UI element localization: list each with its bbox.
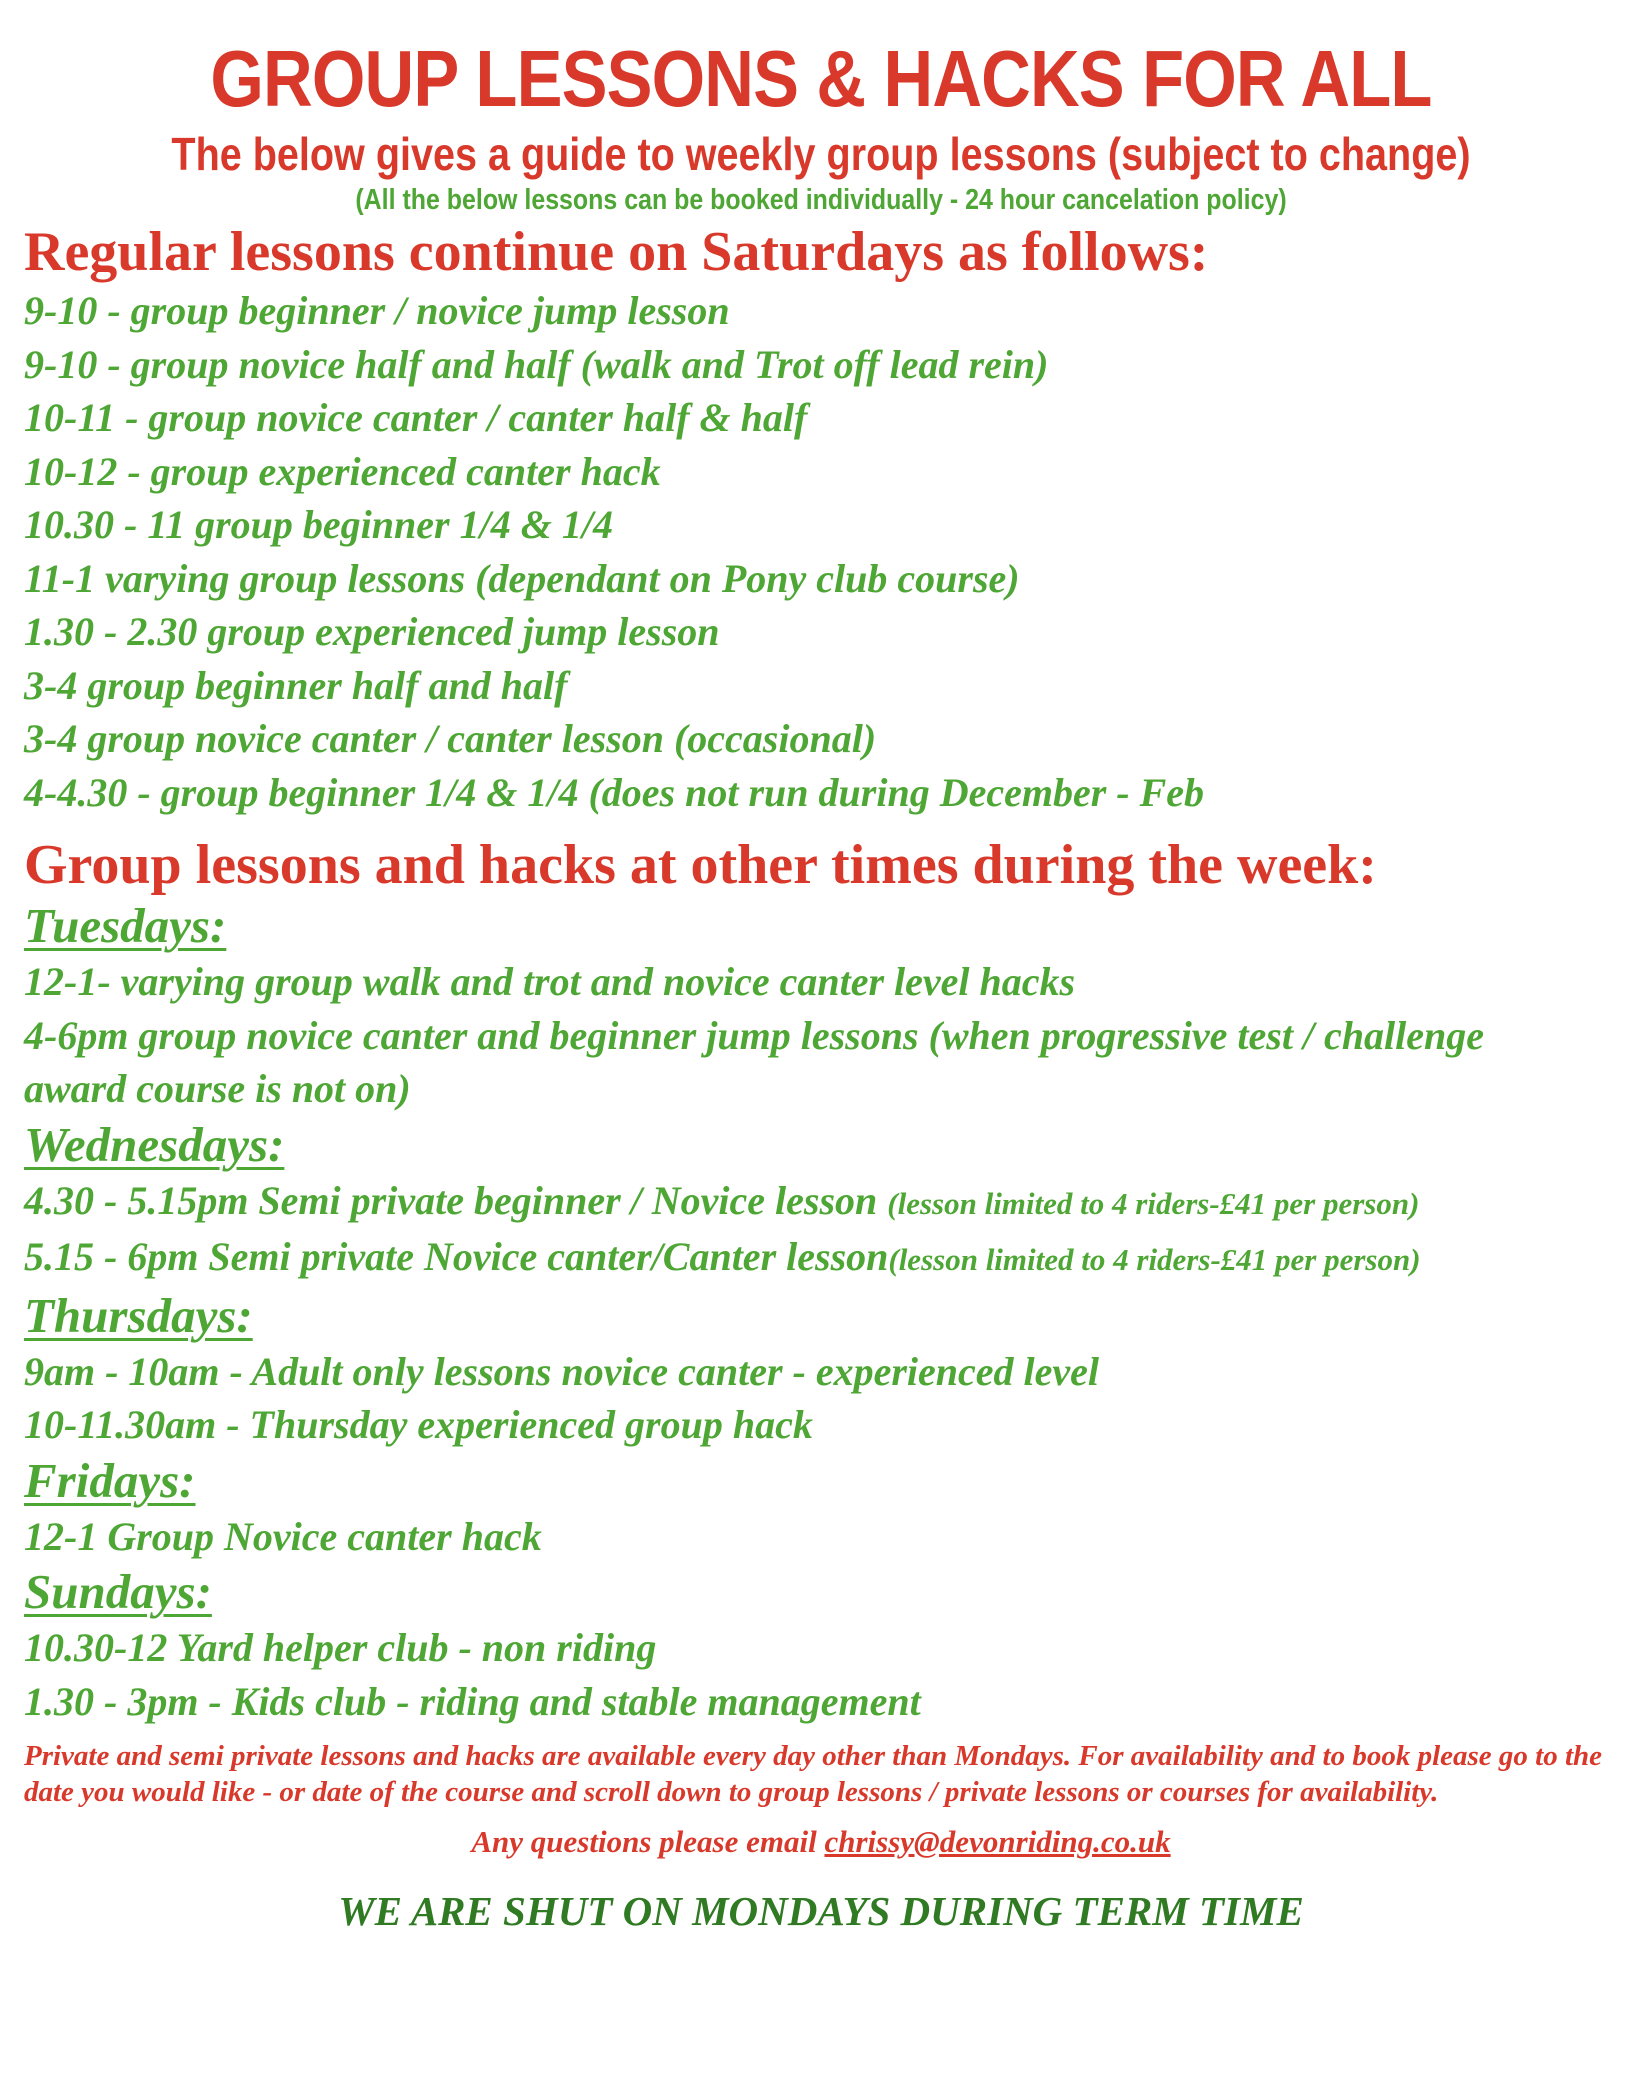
saturday-list [24, 284, 1618, 819]
booking-note: (All the below lessons can be booked individually - 24 hour cancelation policy) [355, 184, 1287, 216]
list-item [24, 1174, 1618, 1231]
wednesday-section [24, 1116, 1618, 1287]
list-item: 4-4.30 - group beginner 1/4 & 1/4 (does not run during December - Feb [24, 769, 1205, 815]
week-heading: Group lessons and hacks at other times during the week: [24, 834, 1377, 896]
lesson-price-note: (lesson limited to 4 riders-£41 per person) [887, 1185, 1420, 1221]
closing-notice: WE ARE SHUT ON MONDAYS DURING TERM TIME [338, 1888, 1304, 1934]
day-heading-thursday: Thursdays: [24, 1287, 253, 1343]
lesson-price-note: (lesson limited to 4 riders-£41 per person) [888, 1242, 1421, 1277]
list-item: 9am - 10am - Adult only lessons novice canter - experienced level [24, 1348, 1100, 1394]
list-item: 9-10 - group novice half and half (walk and Trot off lead rein) [24, 341, 1049, 387]
email-link[interactable]: chrissy@devonriding.co.uk [824, 1824, 1171, 1859]
list-item: 12-1 Group Novice canter hack [24, 1513, 542, 1559]
page-subtitle: The below gives a guide to weekly group lessons (subject to change) [171, 128, 1471, 180]
list-item: 1.30 - 2.30 group experienced jump lesson [24, 609, 720, 654]
list-item: 3-4 group novice canter / canter lesson (occasional) [24, 716, 877, 761]
lesson-text: 5.15 - 6pm Semi private Novice canter/Canter lesson [24, 1234, 889, 1279]
contact-line [24, 1822, 1618, 1862]
page-title: GROUP LESSONS & HACKS FOR ALL [210, 34, 1432, 123]
private-lessons-info: Private and semi private lessons and hacks are available every day other than Mondays. For availability and to book please go to the date you would like - or date of the course and scroll down to group lessons / private lessons or courses for availability. [24, 1740, 1603, 1808]
list-item: 10.30 - 11 group beginner 1/4 & 1/4 [24, 502, 613, 547]
tuesday-section [24, 897, 1618, 1116]
lesson-text: 4.30 - 5.15pm Semi private beginner / Novice lesson [24, 1177, 888, 1223]
list-item: 4-6pm group novice canter and beginner jump lessons (when progressive test / challenge award course is not on) [24, 1012, 1485, 1111]
thursday-section [24, 1287, 1618, 1452]
list-item: 10-12 - group experienced canter hack [24, 448, 661, 494]
saturday-heading: Regular lessons continue on Saturdays as follows: [24, 221, 1209, 283]
list-item: 3-4 group beginner half and half [24, 662, 568, 708]
day-heading-wednesday: Wednesdays: [24, 1116, 285, 1172]
day-heading-tuesday: Tuesdays: [24, 898, 227, 953]
list-item: 10-11.30am - Thursday experienced group hack [24, 1402, 813, 1447]
list-item: 9-10 - group beginner / novice jump lesson [24, 288, 730, 333]
list-item: 12-1- varying group walk and trot and novice canter level hacks [24, 959, 1076, 1004]
list-item: 10-11 - group novice canter / canter half & half [24, 395, 808, 440]
list-item: 10.30-12 Yard helper club - non riding [24, 1625, 657, 1670]
day-heading-friday: Fridays: [24, 1452, 196, 1508]
contact-prefix: Any questions please email [471, 1824, 825, 1859]
sunday-section [24, 1563, 1618, 1728]
list-item [24, 1230, 1618, 1287]
list-item: 1.30 - 3pm - Kids club - riding and stable management [24, 1678, 921, 1724]
day-heading-sunday: Sundays: [24, 1564, 212, 1619]
list-item: 11-1 varying group lessons (dependant on Pony club course) [24, 555, 1020, 601]
friday-section [24, 1452, 1618, 1564]
